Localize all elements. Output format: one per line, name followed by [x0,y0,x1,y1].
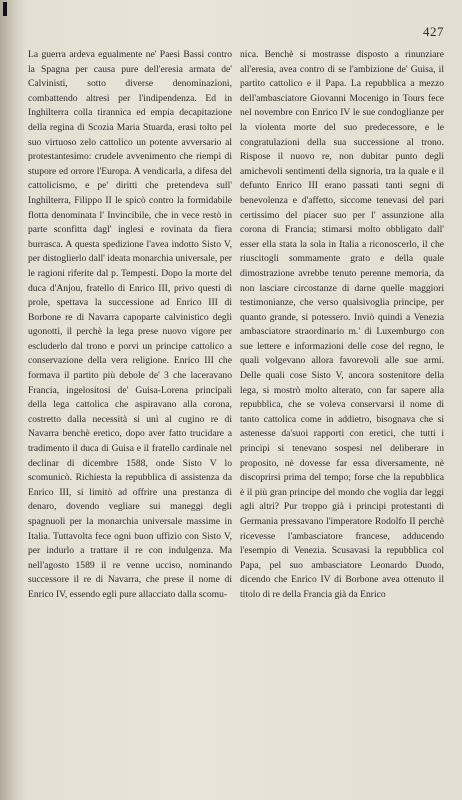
text-columns [28,48,444,738]
scan-edge-mark [3,2,7,16]
left-column [28,48,232,738]
gutter-shadow [0,0,26,800]
right-column [240,48,444,738]
right-column-text: nica. Benchè si mostrasse disposto a rinunziare all'eresia, avea contro di se l'ambizione de' Guisa, il partito cattolico e il Papa. La repubblica a mezzo dell'ambasciatore Giovanni Mocenigo in Tours fece nel novembre con Enrico IV le sue condoglianze per la violenta morte del suo predecessore, e le congratulazioni della sua successione al trono. Rispose il nuovo re, non dubitar punto degli amichevoli sentimenti della signoria, tra la quale e il defunto Enrico III erano passati tanti segni di benevolenza e d'affetto, siccome tenevasi del pari certissimo del piacer suo per l' assunzione alla corona di Francia; stimarsi molto obbligato dall' esser ella stata la sola in Italia a riconoscerlo, il che riuscitogli sommamente grato e della quale dimostrazione avrebbe tenuto perenne memoria, da non lasciare circostanze di darne quelle maggiori testimonianze, che verso qualsivoglia principe, per quanto grande, si potessero. Inviò quindi a Venezia ambasciatore straordinario m.' di Luxemburgo con sue lettere e informazioni delle cose del regno, le quali volgevano allora favorevoli alle sue armi. Delle quali cose Sisto V, ancora sostenitore della lega, si mostrò molto alterato, con far sapere alla repubblica, che se voleva conservarsi il nome di tanto cattolica come in addietro, bisognava che si astenesse da'suoi rapporti con eretici, che tutti i principi si tenevano sospesi nel deliberare in proposito, nè dovesse far essa diversamente, nè discoprirsi prima del tempo; forse che la repubblica è il più gran principe del mondo che voglia dar leggi agli altri? Pur troppo già i principi protestanti di Germania pressavano l'imperatore Rodolfo II perchè ricevesse l'ambasciatore francese, adducendo l'esempio di Venezia. Scusavasi la repubblica col Papa, pel suo ambasciatore Leonardo Duodo, dicendo che Enrico IV di Borbone avea ottenuto il titolo di re della Francia già da Enrico [240,49,444,600]
page-number: 427 [423,24,444,39]
left-column-text: La guerra ardeva egualmente ne' Paesi Bassi contro la Spagna per causa pure dell'eresia armata de' Calvinisti, sotto diverse denominazioni, combattendo altresì per l'indipendenza. Ed in Inghilterra colla tirannica ed empia decapitazione della regina di Scozia Maria Stuarda, erasi tolto pel suo virtuoso zelo cattolico un potente avversario al protestantesimo: crudele avvenimento che riempì di stupore ed orrore l'Europa. A vendicarla, a difesa del cattolicismo, e pe' diritti che pretendeva sull' Inghilterra, Filippo II le spicò contro la formidabile flotta denominata l' Invincibile, che in vece restò in parte sconfitta dagl' inglesi e rovinata da fiera burrasca. A questa spedizione l'avea indotto Sisto V, per distoglierlo dall' ideata monarchia universale, per le ragioni riferite dal p. Tempesti. Dopo la morte del duca d'Anjou, fratello di Enrico III, privo questi di prole, spettava la successione ad Enrico III di Borbone re di Navarra capoparte calvinistico degli ugonotti, il perchè la lega prese nuovo vigore per escluderlo dal trono e porvi un principe cattolico a conservazione della vera religione. Enrico III che formava il partito più debole de' 3 che laceravano Francia, ingelositosi de' Guisa-Lorena principali della lega cattolica che aspiravano alla corona, costretto dalla necessità si unì al cugino re di Navarra benchè eretico, dopo aver fatto trucidare a tradimento il duca di Guisa e il fratello cardinale nel declinar di dicembre 1588, onde Sisto V lo scomunicò. Richiesta la repubblica di assistenza da Enrico III, si limitò ad offrire una prestanza di denaro, dovendo vegliare sui maneggi degli spagnuoli per la monarchia universale massime in Italia. Tuttavolta fece ogni buon uffizio con Sisto V, per indurlo a trattare il re con indulgenza. Ma nell'agosto 1589 il re venne ucciso, nominando successore il re di Navarra, che prese il nome di Enrico IV, essendo egli pure allacciato dalla scomu- [28,49,232,600]
